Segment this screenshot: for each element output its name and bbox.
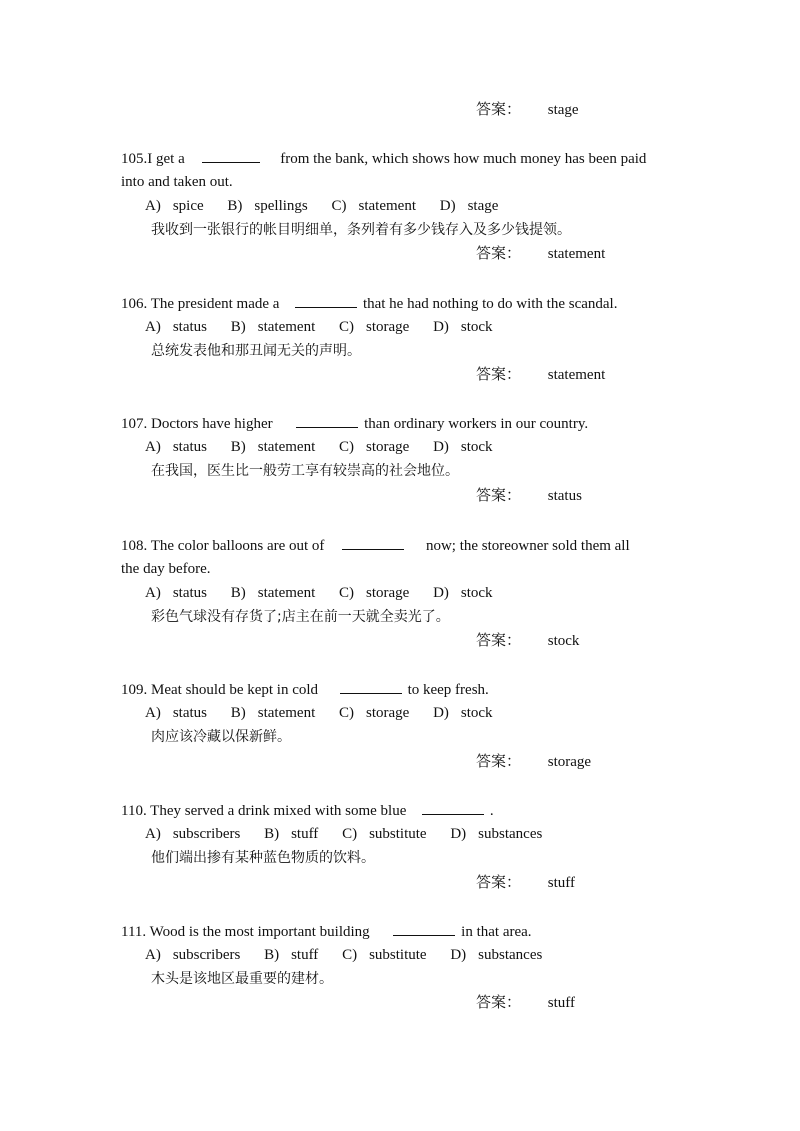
chinese-translation: 我收到一张银行的帐目明细单，条列着有多少钱存入及多少钱提领。 <box>151 222 571 238</box>
chinese-translation: 肉应该冷藏以保新鲜。 <box>151 729 291 745</box>
question-text <box>121 146 681 170</box>
answer-label: 答案： <box>476 875 522 891</box>
answer-blank <box>295 291 357 308</box>
chinese-translation: 木头是该地区最重要的建材。 <box>151 971 333 987</box>
option-b: B) statement <box>230 705 316 721</box>
option-d: D) stage <box>439 198 499 214</box>
question-text-post: to keep fresh. <box>407 682 489 698</box>
question-text-post: than ordinary workers in our country. <box>364 416 589 432</box>
option-c: C) storage <box>338 439 410 455</box>
question-108 <box>121 533 681 629</box>
answer-value: statement <box>547 246 606 262</box>
answer-line-111 <box>476 991 575 1015</box>
answer-line-107 <box>476 484 582 508</box>
question-text <box>121 411 681 435</box>
option-b: B) statement <box>230 439 316 455</box>
answer-label: 答案： <box>476 995 522 1011</box>
option-d: D) stock <box>433 319 493 335</box>
question-110 <box>121 798 681 870</box>
question-106 <box>121 291 681 363</box>
answer-label: 答案： <box>476 488 522 504</box>
question-text-pre: 110. They served a drink mixed with some blue <box>121 803 407 819</box>
option-a: A) status <box>145 585 207 601</box>
answer-blank <box>342 533 404 550</box>
options-row <box>121 943 681 967</box>
option-c: C) statement <box>331 198 416 214</box>
options-row <box>121 822 681 846</box>
options-row <box>121 194 681 218</box>
question-text-continued: the day before. <box>121 561 211 577</box>
answer-value: status <box>547 488 582 504</box>
answer-value: statement <box>547 367 606 383</box>
question-text-pre: 107. Doctors have higher <box>121 416 273 432</box>
question-text-post: now; the storeowner sold them all <box>425 538 630 554</box>
question-text-pre: 108. The color balloons are out of <box>121 538 325 554</box>
option-b: B) stuff <box>264 947 319 963</box>
chinese-translation: 彩色气球没有存货了;店主在前一天就全卖光了。 <box>151 609 450 625</box>
answer-value: stuff <box>547 995 575 1011</box>
question-text-pre: 105.I get a <box>121 151 185 167</box>
question-107 <box>121 411 681 483</box>
options-row <box>121 581 681 605</box>
options-row <box>121 701 681 725</box>
answer-label: 答案： <box>476 246 522 262</box>
question-text-pre: 109. Meat should be kept in cold <box>121 682 319 698</box>
option-b: B) statement <box>230 319 316 335</box>
question-text-pre: 106. The president made a <box>121 296 280 312</box>
option-d: D) stock <box>433 585 493 601</box>
question-text-post: in that area. <box>461 924 532 940</box>
chinese-translation: 总统发表他和那丑闻无关的声明。 <box>151 343 361 359</box>
chinese-translation: 在我国，医生比一般劳工享有较崇高的社会地位。 <box>151 463 459 479</box>
question-text-post: that he had nothing to do with the scandal. <box>362 296 618 312</box>
question-text <box>121 677 681 701</box>
question-text-post: from the bank, which shows how much money has been paid <box>280 151 647 167</box>
answer-line-previous <box>476 98 579 122</box>
answer-label: 答案： <box>476 754 522 770</box>
option-d: D) substances <box>450 947 543 963</box>
question-text <box>121 533 681 557</box>
question-105 <box>121 146 681 242</box>
options-row <box>121 315 681 339</box>
option-c: C) storage <box>338 705 410 721</box>
option-c: C) storage <box>338 319 410 335</box>
question-111 <box>121 919 681 991</box>
question-text <box>121 291 681 315</box>
answer-line-105 <box>476 242 605 266</box>
answer-blank <box>340 677 402 694</box>
question-text-continued: into and taken out. <box>121 174 233 190</box>
question-text-pre: 111. Wood is the most important building <box>121 924 370 940</box>
question-text <box>121 798 681 822</box>
answer-line-108 <box>476 629 579 653</box>
answer-line-109 <box>476 750 591 774</box>
answer-label: 答案： <box>476 102 522 118</box>
option-a: A) subscribers <box>145 947 241 963</box>
option-a: A) spice <box>145 198 204 214</box>
chinese-translation: 他们端出掺有某种蓝色物质的饮料。 <box>151 850 375 866</box>
option-a: A) status <box>145 705 207 721</box>
option-d: D) stock <box>433 439 493 455</box>
option-d: D) substances <box>450 826 543 842</box>
question-text-post: . <box>489 803 494 819</box>
answer-value: stuff <box>547 875 575 891</box>
option-d: D) stock <box>433 705 493 721</box>
answer-blank <box>393 919 455 936</box>
options-row <box>121 435 681 459</box>
answer-value: stock <box>547 633 580 649</box>
answer-blank <box>422 798 484 815</box>
option-b: B) stuff <box>264 826 319 842</box>
option-b: B) statement <box>230 585 316 601</box>
option-c: C) substitute <box>342 826 427 842</box>
option-c: C) substitute <box>342 947 427 963</box>
answer-line-106 <box>476 363 605 387</box>
answer-value: stage <box>547 102 579 118</box>
question-text <box>121 919 681 943</box>
option-c: C) storage <box>338 585 410 601</box>
option-b: B) spellings <box>227 198 308 214</box>
answer-label: 答案： <box>476 633 522 649</box>
answer-value: storage <box>547 754 592 770</box>
answer-line-110 <box>476 871 575 895</box>
answer-label: 答案： <box>476 367 522 383</box>
option-a: A) status <box>145 319 207 335</box>
option-a: A) subscribers <box>145 826 241 842</box>
option-a: A) status <box>145 439 207 455</box>
answer-blank <box>202 146 260 163</box>
answer-blank <box>296 411 358 428</box>
question-109 <box>121 677 681 749</box>
